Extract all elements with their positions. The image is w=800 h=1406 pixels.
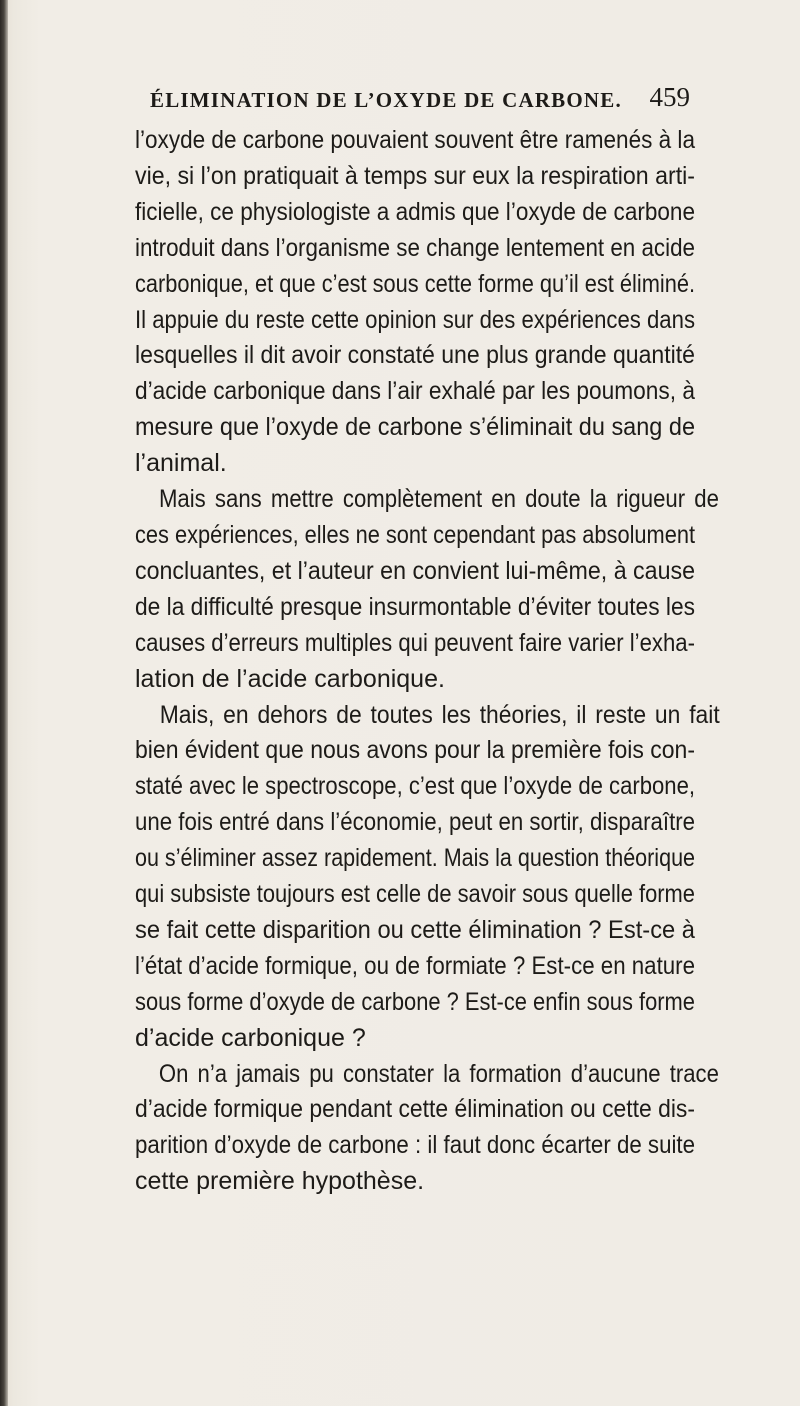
text-line: ou s’éliminer assez rapidement. Mais la question théorique xyxy=(135,844,696,873)
text-line: mesure que l’oxyde de carbone s’éliminait du sang de xyxy=(135,413,696,442)
text-line: Mais, en dehors de toutes les théories, il reste un fait xyxy=(159,700,720,729)
text-line: cette première hypothèse. xyxy=(135,1167,425,1196)
text-line: introduit dans l’organisme se change lentement en acide xyxy=(135,233,695,262)
text-line: l’état d’acide formique, ou de formiate ? Est-ce en nature xyxy=(135,951,695,980)
text-line: lation de l’acide carbonique. xyxy=(135,664,445,693)
text-line: On n’a jamais pu constater la formation d’aucune trace xyxy=(158,1059,719,1088)
running-title: ÉLIMINATION DE L’OXYDE DE CARBONE. xyxy=(150,88,622,112)
paragraph xyxy=(135,482,719,697)
text-line: d’acide carbonique dans l’air exhalé par les poumons, à xyxy=(135,377,695,406)
paragraph xyxy=(135,698,720,1057)
text-line: se fait cette disparition ou cette élimination ? Est-ce à xyxy=(135,915,696,944)
text-line: sous forme d’oxyde de carbone ? Est-ce enfin sous forme xyxy=(135,987,695,1016)
text-line: d’acide formique pendant cette élimination ou cette dis- xyxy=(135,1095,695,1124)
text-line: ces expériences, elles ne sont cependant pas absolument xyxy=(135,520,696,549)
text-line: l’oxyde de carbone pouvaient souvent être ramenés à la xyxy=(135,126,695,154)
text-line: vie, si l’on pratiquait à temps sur eux la respiration arti- xyxy=(135,161,696,190)
text-line: d’acide carbonique ? xyxy=(135,1023,366,1052)
text-line: l’animal. xyxy=(135,449,227,478)
text-line: staté avec le spectroscope, c’est que l’oxyde de carbone, xyxy=(135,772,696,801)
page-number: 459 xyxy=(649,82,690,112)
text-line: lesquelles il dit avoir constaté une plus grande quantité xyxy=(135,341,695,370)
text-line: causes d’erreurs multiples qui peuvent faire varier l’exha- xyxy=(135,628,695,657)
page-header xyxy=(150,82,690,122)
text-line: Mais sans mettre complètement en doute la rigueur de xyxy=(158,485,719,514)
text-line: Il appuie du reste cette opinion sur des expériences dans xyxy=(135,305,696,334)
text-line: bien évident que nous avons pour la première fois con- xyxy=(135,736,696,765)
text-line: carbonique, et que c’est sous cette forme qu’il est éliminé. xyxy=(135,269,696,298)
text-line: concluantes, et l’auteur en convient lui-même, à cause xyxy=(135,556,696,585)
text-line: de la difficulté presque insurmontable d’éviter toutes les xyxy=(135,592,696,621)
text-line: ficielle, ce physiologiste a admis que l’oxyde de carbone xyxy=(135,197,696,226)
page-binding-edge xyxy=(0,0,8,1406)
text-line: une fois entré dans l’économie, peut en sortir, disparaître xyxy=(135,808,696,837)
text-line: parition d’oxyde de carbone : il faut donc écarter de suite xyxy=(135,1131,696,1160)
paragraph xyxy=(135,123,695,482)
paragraph xyxy=(135,1057,719,1201)
body-text xyxy=(135,123,720,1200)
text-line: qui subsiste toujours est celle de savoir sous quelle forme xyxy=(135,880,695,909)
